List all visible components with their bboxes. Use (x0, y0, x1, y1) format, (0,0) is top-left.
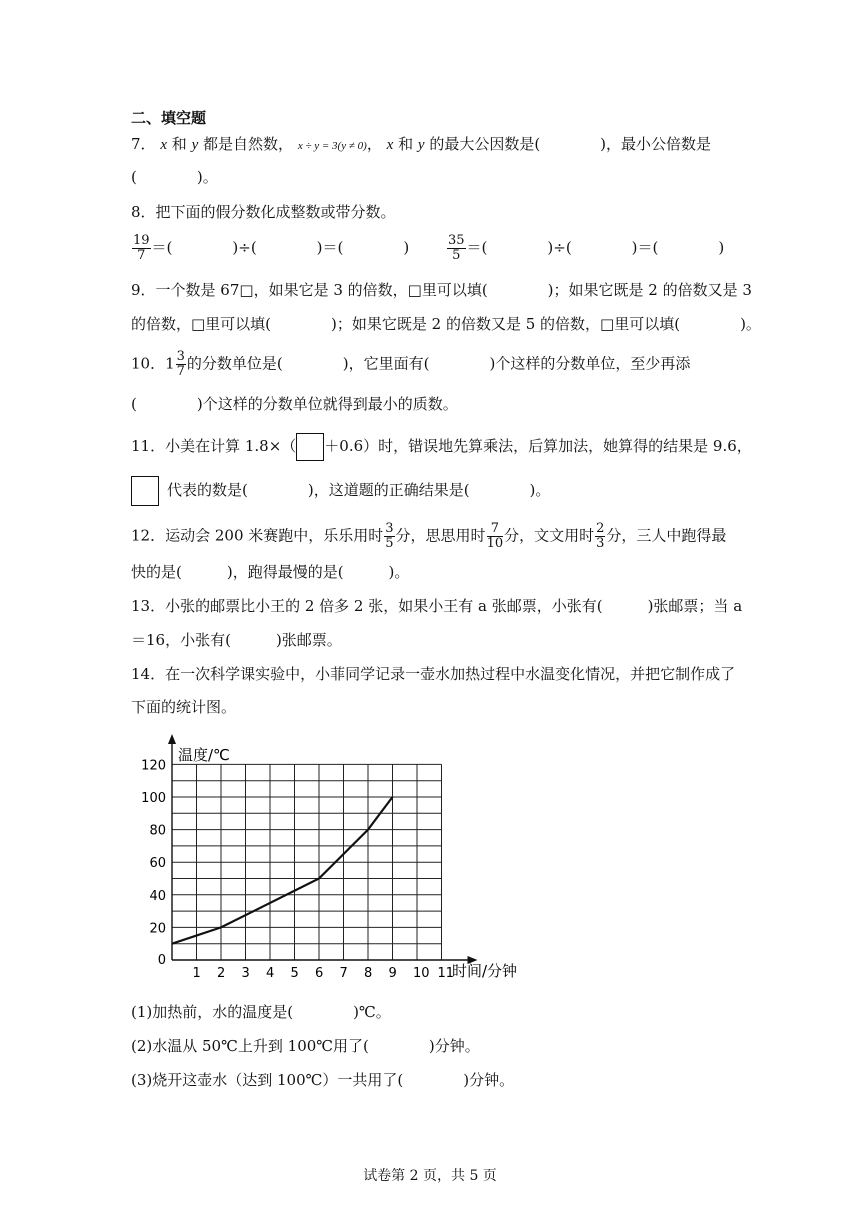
x-axis-label: 时间/分钟 (452, 962, 518, 980)
question-7 (131, 134, 711, 156)
var-y: y (191, 137, 199, 153)
fraction: $\frac{35}{5}$ (448, 233, 465, 263)
q8-fraction-1 (131, 234, 409, 263)
q8-blanks-2: ＝( )÷( )＝( ) (466, 238, 725, 257)
chart-series (172, 797, 393, 944)
question-8: 8．把下面的假分数化成整数或带分数。 (131, 203, 396, 221)
q12-text: 分，文文用时 (504, 526, 595, 545)
q14-line2: 下面的统计图。 (131, 698, 237, 716)
x-tick-label: 10 (413, 966, 430, 981)
y-tick-label: 40 (149, 888, 166, 904)
fraction: $\frac{2}{3}$ (596, 521, 605, 551)
mixed-whole: 1 (165, 354, 175, 373)
y-tick-label: 100 (141, 791, 166, 806)
var-x: x (386, 137, 394, 153)
q7-text: 和 (171, 135, 187, 153)
q11-line2 (131, 476, 550, 506)
q8-fraction-2 (446, 234, 724, 263)
x-tick-label: 3 (241, 966, 250, 981)
y-tick-label: 60 (149, 856, 166, 872)
page-footer: 试卷第 2 页，共 5 页 (363, 1168, 497, 1184)
q7-text: 的最大公因数是( )，最小公倍数是 (429, 135, 712, 153)
var-y: y (417, 137, 425, 153)
temperature-line-chart (140, 730, 540, 985)
q7-text: 和 (398, 135, 414, 153)
q7-text: ， (366, 135, 382, 153)
x-tick-label: 6 (315, 966, 324, 981)
q11-text: ＋0.6）时，错误地先算乘法，后算加法，她算得的结果是 9.6， (324, 437, 752, 455)
blank-box (131, 476, 159, 506)
q13-line2: ＝16，小张有( )张邮票。 (131, 631, 342, 649)
y-tick-label: 20 (149, 921, 166, 937)
q7-line2: ( )。 (131, 168, 218, 186)
x-tick-label: 5 (290, 966, 299, 981)
question-11 (131, 433, 752, 461)
series-line (172, 797, 393, 944)
q8-blanks-1: ＝( )÷( )＝( ) (151, 238, 410, 257)
q7-text: 都是自然数， (203, 135, 294, 153)
y-tick-label: 80 (149, 823, 166, 839)
question-10 (131, 350, 690, 379)
q12-line2: 快的是( )，跑得最慢的是( )。 (131, 563, 410, 581)
q14-sub-2: (2)水温从 50℃上升到 100℃用了( )分钟。 (131, 1037, 480, 1055)
q11-text: 11．小美在计算 1.8×（ (131, 437, 297, 455)
section-title: 二、填空题 (131, 109, 207, 127)
y-axis-label: 温度/℃ (178, 746, 230, 764)
blank-box (296, 433, 324, 461)
y-tick-label: 0 (157, 953, 166, 968)
q14-sub-3: (3)烧开这壶水（达到 100℃）一共用了( )分钟。 (131, 1071, 515, 1089)
fraction: $\frac{3}{5}$ (385, 521, 394, 551)
var-x: x (160, 137, 167, 153)
x-tick-label: 9 (388, 966, 397, 981)
q10-number: 10． (131, 354, 166, 373)
q10-text: 的分数单位是( )，它里面有( )个这样的分数单位，至少再添 (186, 354, 691, 373)
q7-number: 7． (131, 135, 156, 153)
q10-line2: ( )个这样的分数单位就得到最小的质数。 (131, 395, 458, 413)
question-14: 14．在一次科学课实验中，小菲同学记录一壶水加热过程中水温变化情况，并把它制作成了 (131, 665, 736, 683)
q7-formula: x ÷ y = 3(y ≠ 0) (297, 140, 367, 152)
q12-text: 12．运动会 200 米赛跑中，乐乐用时 (131, 526, 384, 545)
q14-sub-1: (1)加热前，水的温度是( )℃。 (131, 1003, 391, 1021)
q11-text: 代表的数是( )，这道题的正确结果是( )。 (167, 481, 551, 499)
x-tick-label: 4 (266, 966, 275, 981)
q12-text: 分，思思用时 (395, 526, 486, 545)
question-12 (131, 522, 726, 551)
x-tick-label: 1 (192, 966, 201, 981)
y-axis-arrow (168, 734, 176, 744)
fraction: $\frac{3}{7}$ (176, 349, 185, 379)
x-tick-label: 11 (437, 966, 455, 981)
question-13: 13．小张的邮票比小王的 2 倍多 2 张，如果小王有 a 张邮票，小张有( )张邮票；当 a (131, 597, 743, 615)
chart-ticks (141, 758, 454, 981)
x-tick-label: 2 (217, 966, 226, 981)
question-9: 9．一个数是 67□，如果它是 3 的倍数，□里可以填( )；如果它既是 2 的倍数又是 3 (131, 281, 752, 299)
q12-text: 分，三人中跑得最 (606, 526, 727, 545)
x-tick-label: 7 (339, 966, 348, 981)
q9-line2: 的倍数，□里可以填( )；如果它既是 2 的倍数又是 5 的倍数，□里可以填( )。 (131, 315, 761, 333)
fraction: $\frac{19}{7}$ (133, 233, 150, 263)
fraction: $\frac{7}{10}$ (486, 521, 504, 551)
y-tick-label: 120 (141, 758, 166, 774)
x-tick-label: 8 (364, 966, 373, 981)
